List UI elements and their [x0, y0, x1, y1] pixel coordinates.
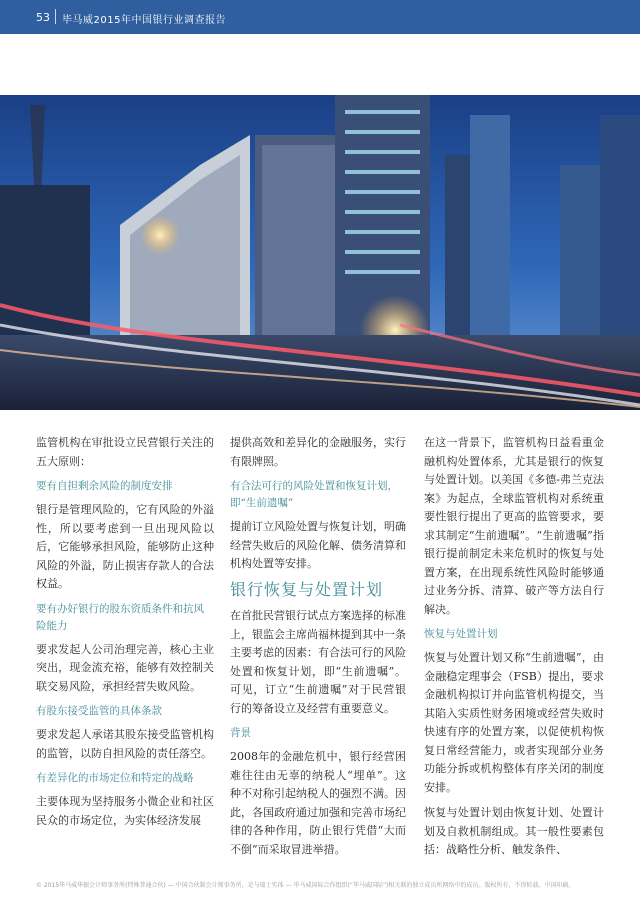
text-column-1 [36, 434, 214, 837]
city-skyline-image [0, 95, 640, 410]
continued-paragraph: 提供高效和差异化的金融服务，实行有限牌照。 [230, 436, 406, 468]
principle-heading-2: 要有办好银行的股东资质条件和抗风险能力 [36, 602, 204, 632]
principle-heading-3: 有股东接受监管的具体条款 [36, 705, 162, 717]
principle-heading-1: 要有自担剩余风险的制度安排 [36, 480, 173, 492]
intro-paragraph: 监管机构在审批设立民营银行关注的五大原则： [36, 436, 214, 468]
report-title: 毕马威2015年中国银行业调查报告 [62, 15, 226, 26]
recovery-plan-heading: 恢复与处置计划 [424, 628, 498, 640]
header-divider [55, 9, 56, 24]
principle-heading-4: 有差异化的市场定位和特定的战略 [36, 772, 194, 784]
background-paragraph: 2008年的金融危机中，银行经营困难往往由无辜的纳税人“埋单”。这种不对称引起纳税人的强烈不满。因此，各国政府通过加强和完善市场纪律的各种作用，防止银行凭借“大而不倒”而采取冒进举措。 [230, 750, 406, 856]
text-column-2 [230, 434, 406, 866]
principle-paragraph-3: 要求发起人承诺其股东接受监管机构的监管，以防自担风险的责任落空。 [36, 728, 214, 760]
background-heading: 背景 [230, 727, 251, 739]
principle-paragraph-4: 主要体现为坚持服务小微企业和社区民众的市场定位，为实体经济发展 [36, 795, 214, 827]
recovery-plan-paragraph-2: 恢复与处置计划由恢复计划、处置计划及自救机制组成。其一般性要素包括：战略性分析、触发条件、 [424, 806, 604, 856]
text-column-3 [424, 434, 604, 867]
principle-paragraph-2: 要求发起人公司治理完善，核心主业突出，现金流充裕，能够有效控制关联交易风险，承担经营失败风险。 [36, 642, 214, 693]
context-paragraph: 在这一背景下，监管机构日益看重金融机构处置体系，尤其是银行的恢复与处置计划。以美国《多德-弗兰克法案》为起点，全球监管机构对系统重要性银行提出了更高的监管要求，要求其制定“生前遗嘱”。“生前遗嘱”指银行提前制定未来危机时的恢复与处置方案，在出现系统性风险时能够通过业务分拆、清算、破产等方法自行解决。 [424, 436, 604, 616]
principle-heading-5: 有合法可行的风险处置和恢复计划，即“生前遗嘱” [230, 480, 398, 509]
principle-paragraph-1: 银行是管理风险的，它有风险的外溢性，所以要考虑到一旦出现风险以后，它能够承担风险，能够防止这种风险的外溢，防止损害存款人的合法权益。 [36, 503, 214, 590]
page-number: 53 [36, 11, 50, 24]
principle-paragraph-5: 提前订立风险处置与恢复计划，明确经营失败后的风险化解、债务清算和机构处置等安排。 [230, 520, 406, 570]
copyright-footer: © 2015毕马威华振会计师事务所(特殊普通合伙) — 中国合伙制会计师事务所，是与瑞士实体 — 毕马威国际合作组织(“毕马威国际”)相关联的独立成员所网络中的成员。版权所有，不得转载。中国印刷。 [36, 882, 575, 889]
recovery-plan-paragraph-1: 恢复与处置计划又称“生前遗嘱”，由金融稳定理事会（FSB）提出，要求金融机构拟订并向监管机构提交，当其陷入实质性财务困境或经营失败时快速有序的处置方案，以促使机构恢复日常经营能力，或者实现部分业务功能分拆或机构整体有序关闭的制度安排。 [424, 651, 604, 794]
section-paragraph-1: 在首批民营银行试点方案选择的标准上，银监会主席尚福林提到其中一条主要考虑的因素：有合法可行的风险处置和恢复计划，即“生前遗嘱”。可见，订立“生前遗嘱”对于民营银行的筹备设立及经营有重要意义。 [230, 609, 406, 715]
header-bar [0, 0, 640, 34]
section-title: 银行恢复与处置计划 [230, 579, 384, 599]
